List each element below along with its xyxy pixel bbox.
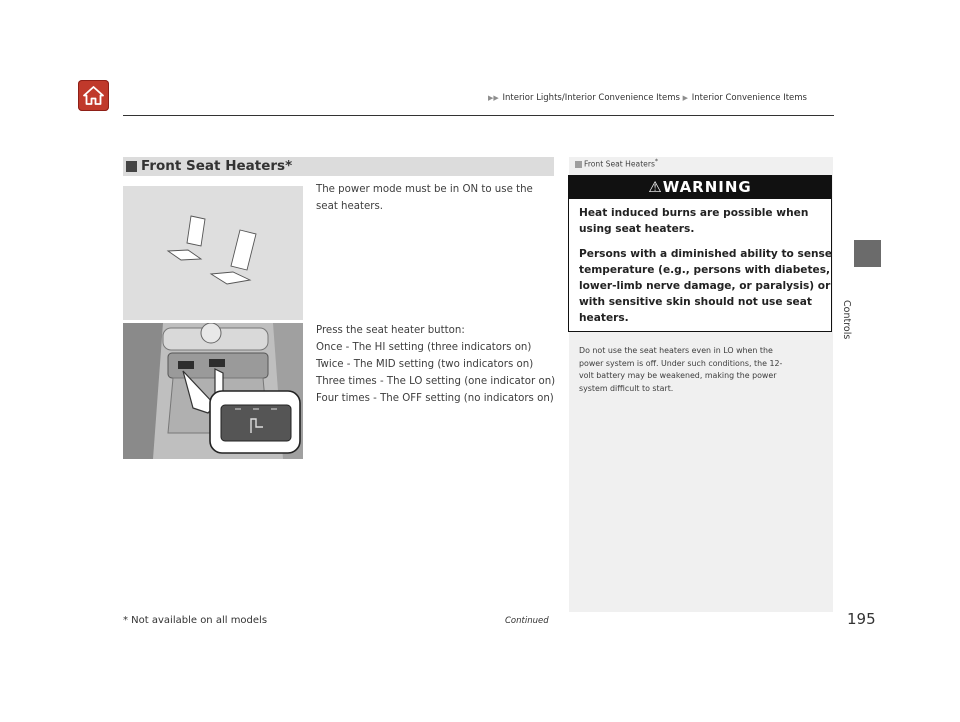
reference-icon: [575, 161, 582, 168]
section-title: Front Seat Heaters*: [141, 158, 293, 174]
continued-label: Continued: [505, 616, 549, 626]
breadcrumb-arrow-icon: ▶▶: [488, 94, 499, 102]
header-divider: [123, 115, 834, 116]
seat-heater-button-image: [123, 323, 303, 459]
warning-text-burns: Heat induced burns are possible when using seat heaters.: [579, 207, 809, 235]
chapter-label: Controls: [841, 300, 852, 340]
breadcrumb-current[interactable]: Interior Convenience Items: [691, 93, 807, 103]
seat-diagram-image: [123, 186, 303, 320]
warning-icon: ⚠: [648, 178, 663, 196]
warning-label: ⚠WARNING: [648, 178, 752, 196]
power-mode-paragraph: The power mode must be in ON to use the seat heaters.: [316, 184, 533, 212]
instructions-paragraph: Press the seat heater button: Once - The HI setting (three indicators on) Twice - The MID setting (two indicators on) Three times - The LO setting (one indicator on) Four times - The OFF setting (no indicators on): [316, 325, 556, 404]
page-number: 195: [847, 610, 876, 628]
breadcrumb-link-lights[interactable]: Interior Lights/Interior Convenience Items: [502, 93, 680, 103]
sidebar-heading: Front Seat Heaters*: [575, 158, 658, 169]
chapter-tab[interactable]: [854, 240, 881, 267]
battery-note: Do not use the seat heaters even in LO when the power system is off. Under such conditions, the 12- volt battery may be weakened, making the power system difficult to start.: [579, 346, 783, 393]
home-button[interactable]: [78, 80, 109, 111]
breadcrumb: [488, 93, 807, 103]
breadcrumb-arrow-icon: ▶: [682, 94, 689, 102]
asterisk: *: [285, 158, 293, 174]
section-square-icon: [126, 161, 137, 172]
warning-text-sensitivity: Persons with a diminished ability to sense temperature (e.g., persons with diabetes, lower-limb nerve damage, or paralysis) or with sensitive skin should not use seat heaters.: [579, 248, 833, 324]
home-icon: [82, 84, 105, 107]
footnote: * Not available on all models: [123, 615, 268, 626]
